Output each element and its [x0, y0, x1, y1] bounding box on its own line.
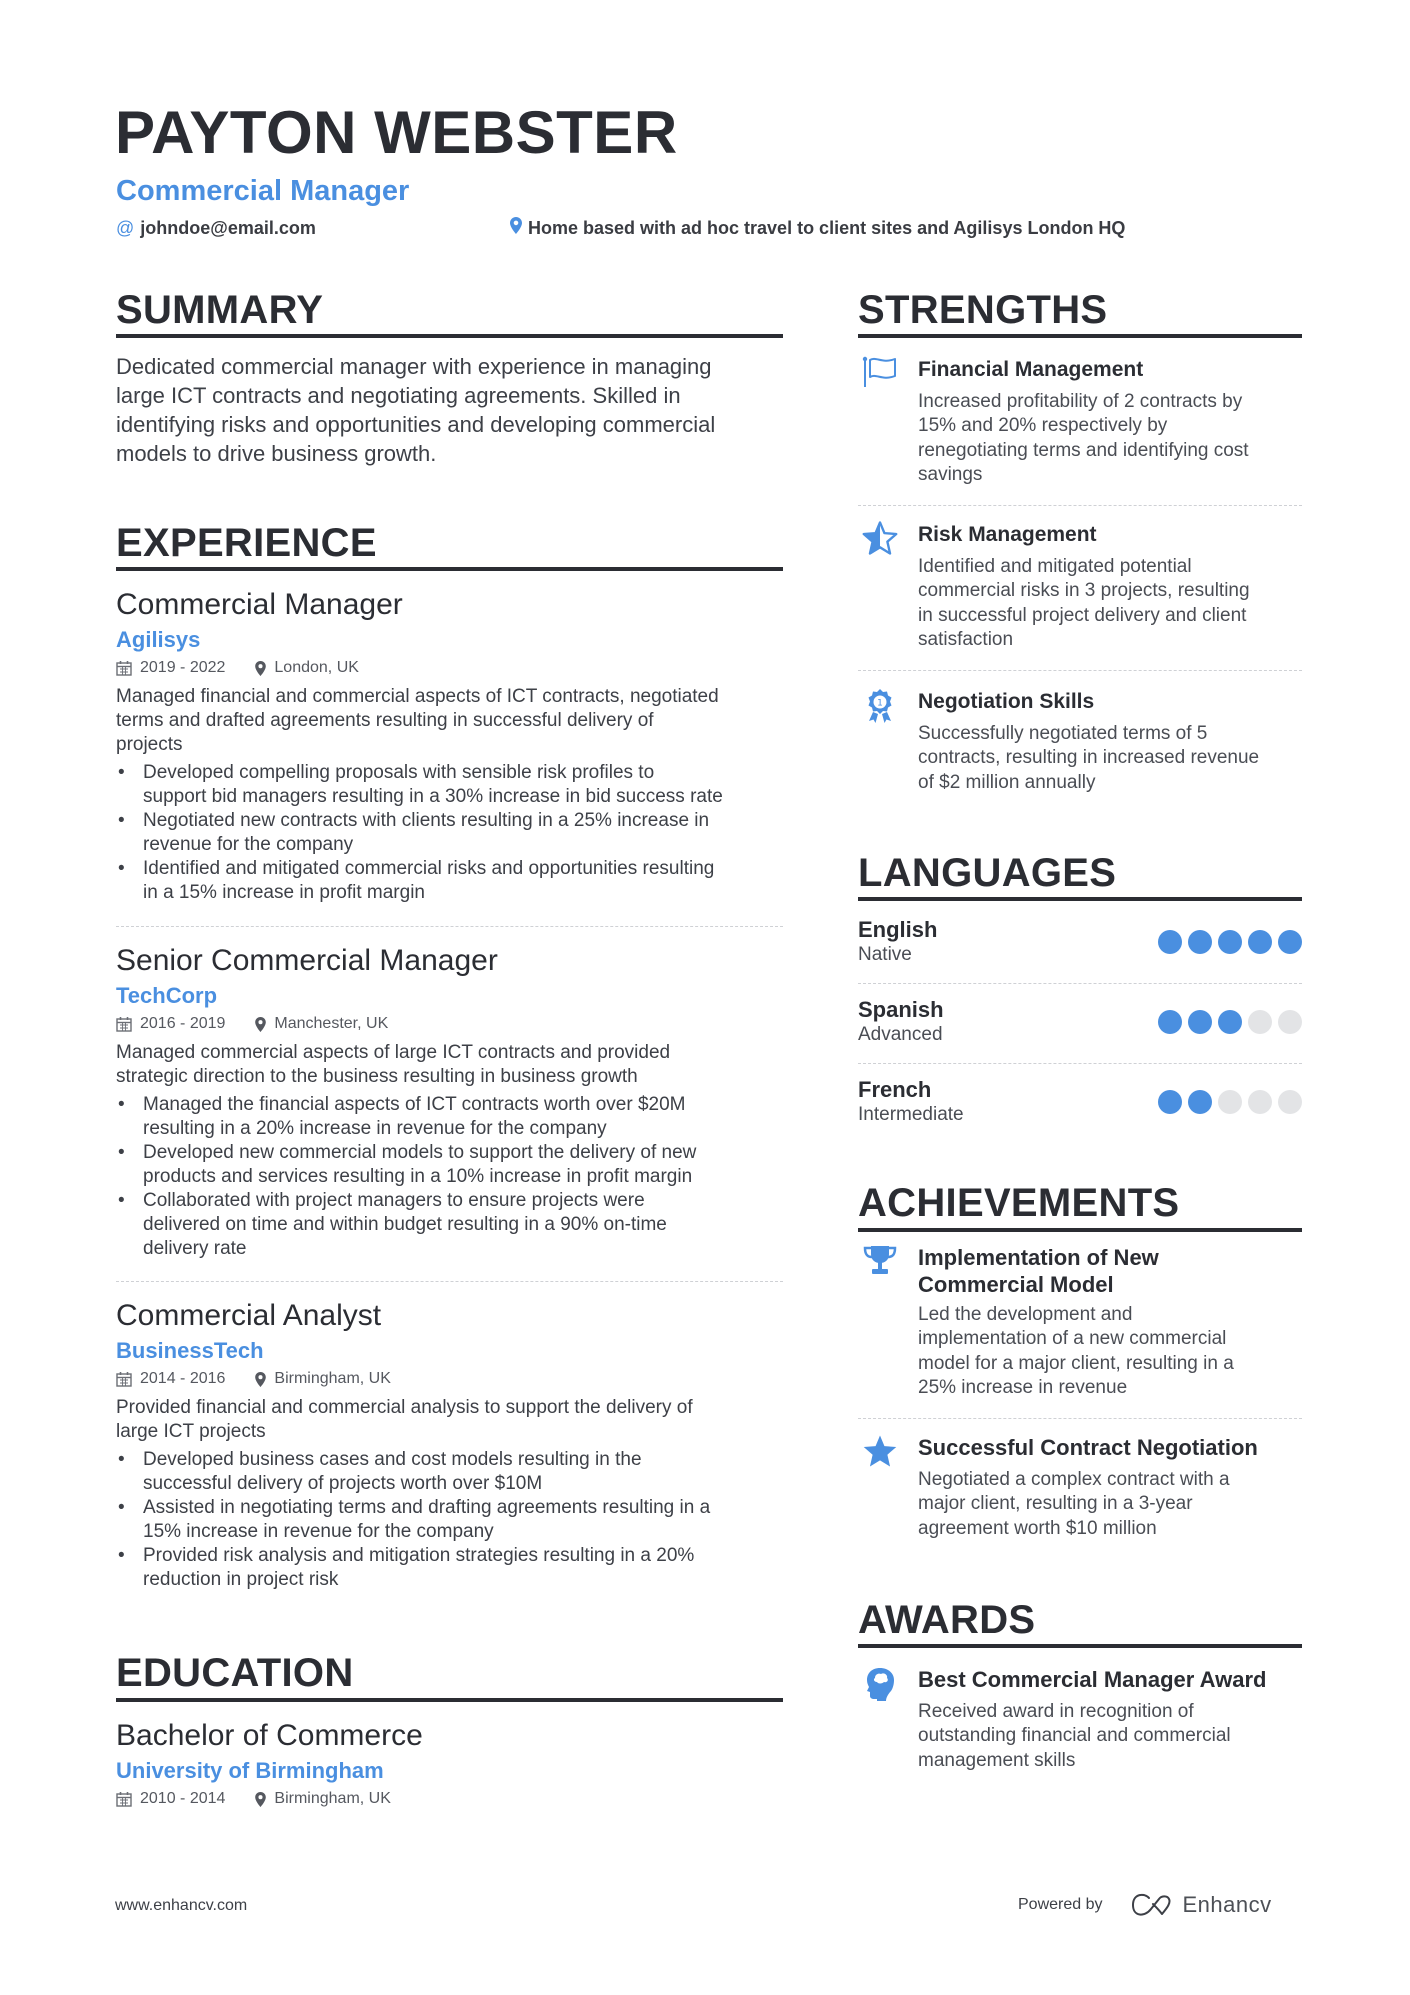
location-text: Home based with ad hoc travel to client sites and Agilisys London HQ [528, 218, 1126, 238]
at-icon: @ [116, 218, 135, 238]
bullet-line: delivery rate [143, 1238, 247, 1259]
achievement-description [918, 1303, 1302, 1401]
award-item [858, 1666, 1302, 1773]
strengths-heading: STRENGTHS [858, 288, 1108, 332]
desc-line: strategic direction to the business resulting in business growth [116, 1066, 638, 1087]
candidate-name: PAYTON WEBSTER [115, 99, 678, 166]
language-name: Spanish [858, 997, 944, 1022]
education-location: Birmingham, UK [274, 1790, 391, 1807]
job-title: Commercial Analyst [116, 1299, 382, 1332]
language-divider [858, 983, 1302, 984]
rating-dot-filled [1248, 930, 1272, 954]
desc-line: satisfaction [918, 629, 1014, 651]
awards-rule [858, 1644, 1302, 1648]
summary-line: large ICT contracts and negotiating agreements. Skilled in [116, 383, 681, 408]
rating-dot-empty [1278, 1010, 1302, 1034]
bullet-item [116, 1189, 783, 1261]
job-dates: 2019 - 2022 [140, 659, 226, 676]
calendar-icon [116, 1791, 132, 1807]
bullet-item [116, 1496, 783, 1544]
experience-rule [116, 567, 783, 571]
summary-line: Dedicated commercial manager with experience in managing [116, 354, 712, 379]
language-item [858, 917, 1302, 967]
desc-line: projects [116, 734, 183, 755]
website-link[interactable]: www.enhancv.com [115, 1897, 248, 1914]
contact-email[interactable] [116, 216, 316, 240]
language-divider [858, 1063, 1302, 1064]
education-heading: EDUCATION [116, 1651, 354, 1695]
desc-line: large ICT projects [116, 1421, 266, 1442]
strength-divider [858, 505, 1302, 506]
desc-line: terms and drafted agreements resulting in successful delivery of [116, 710, 654, 731]
desc-line: outstanding financial and commercial [918, 1725, 1231, 1747]
education-meta [116, 1788, 783, 1810]
achievement-title [918, 1244, 1302, 1298]
desc-line: 15% and 20% respectively by [918, 415, 1168, 437]
company-name[interactable]: Agilisys [116, 627, 201, 652]
bullet-line: 15% increase in revenue for the company [143, 1521, 494, 1542]
language-level: Native [858, 944, 912, 965]
strength-description [918, 555, 1302, 653]
bullet-line: • Developed compelling proposals with sensible risk profiles to [143, 762, 655, 783]
calendar-icon [116, 1371, 132, 1387]
award-title: Best Commercial Manager Award [918, 1667, 1267, 1692]
head-brain-icon [858, 1666, 902, 1710]
map-pin-icon [255, 1792, 266, 1807]
bullet-line: • Developed business cases and cost models resulting in the [143, 1449, 642, 1470]
strength-item [858, 688, 1302, 795]
star-icon [858, 1434, 902, 1478]
rating-dot-empty [1278, 1090, 1302, 1114]
strength-title: Financial Management [918, 358, 1144, 381]
desc-line: Increased profitability of 2 contracts by [918, 391, 1243, 412]
bullet-line: successful delivery of projects worth over $10M [143, 1473, 543, 1494]
degree-title: Bachelor of Commerce [116, 1719, 423, 1752]
bullet-line: • Negotiated new contracts with clients resulting in a 25% increase in [143, 810, 710, 831]
achievement-title [918, 1434, 1302, 1461]
bullet-line: products and services resulting in a 10% increase in profit margin [143, 1166, 693, 1187]
language-level: Advanced [858, 1024, 943, 1045]
desc-line: management skills [918, 1749, 1076, 1771]
desc-line: savings [918, 464, 983, 486]
job-description [116, 685, 783, 757]
rating-dot-filled [1218, 1010, 1242, 1034]
desc-line: commercial risks in 3 projects, resulting [918, 580, 1250, 602]
language-level: Intermediate [858, 1104, 964, 1125]
strength-description [918, 722, 1302, 795]
bullet-line: • Managed the financial aspects of ICT contracts worth over $20M [143, 1094, 686, 1115]
rating-dot-filled [1158, 1010, 1182, 1034]
job-entry [116, 1298, 783, 1592]
job-description [116, 1041, 783, 1089]
job-title: Senior Commercial Manager [116, 944, 498, 977]
job-bullets [116, 1093, 783, 1261]
desc-line: 25% increase in revenue [918, 1377, 1128, 1399]
bullet-line: revenue for the company [143, 834, 354, 855]
bullet-item [116, 1448, 783, 1496]
language-item [858, 997, 1302, 1047]
calendar-icon [116, 660, 132, 676]
award-description [918, 1700, 1302, 1773]
experience-heading: EXPERIENCE [116, 521, 377, 565]
rating-dot-filled [1188, 1090, 1212, 1114]
title-line: Successful Contract Negotiation [918, 1435, 1258, 1460]
job-bullets [116, 761, 783, 905]
strength-title: Negotiation Skills [918, 690, 1095, 713]
language-name: English [858, 917, 938, 942]
job-divider [116, 926, 783, 927]
desc-line: renegotiating terms and identifying cost [918, 439, 1249, 461]
rating-dot-empty [1248, 1090, 1272, 1114]
school-name[interactable]: University of Birmingham [116, 1758, 384, 1783]
powered-by-label: Powered by [1018, 1896, 1103, 1913]
desc-line: model for a major client, resulting in a [918, 1352, 1234, 1374]
language-rating [1158, 930, 1302, 954]
summary-heading: SUMMARY [116, 288, 324, 332]
strength-title: Risk Management [918, 523, 1097, 546]
title-line: Implementation of New [918, 1245, 1159, 1270]
job-dates: 2016 - 2019 [140, 1015, 226, 1032]
job-description [116, 1396, 783, 1444]
summary-line: identifying risks and opportunities and developing commercial [116, 412, 716, 437]
bullet-line: • Identified and mitigated commercial risks and opportunities resulting [143, 858, 715, 879]
education-entry [116, 1718, 783, 1810]
education-rule [116, 1698, 783, 1702]
desc-line: of $2 million annually [918, 771, 1096, 793]
job-meta [116, 1368, 783, 1390]
bullet-line: support bid managers resulting in a 30% increase in bid success rate [143, 786, 723, 807]
desc-line: agreement worth $10 million [918, 1517, 1157, 1539]
bullet-line: resulting in a 20% increase in revenue for the company [143, 1118, 607, 1139]
map-pin-icon [255, 1372, 266, 1387]
job-divider [116, 1281, 783, 1282]
job-location: Manchester, UK [274, 1015, 389, 1032]
bullet-item [116, 1544, 783, 1592]
desc-line: Identified and mitigated potential [918, 556, 1192, 577]
bullet-item [116, 809, 783, 857]
map-pin-icon [510, 216, 522, 240]
rating-dot-filled [1188, 930, 1212, 954]
rating-dot-empty [1248, 1010, 1272, 1034]
achievements-rule [858, 1228, 1302, 1232]
desc-line: implementation of a new commercial [918, 1328, 1227, 1350]
rating-dot-empty [1218, 1090, 1242, 1114]
desc-line: Provided financial and commercial analysis to support the delivery of [116, 1397, 693, 1418]
desc-line: Successfully negotiated terms of 5 [918, 723, 1208, 744]
achievements-heading: ACHIEVEMENTS [858, 1181, 1180, 1225]
company-name[interactable]: BusinessTech [116, 1338, 264, 1363]
strength-description [918, 390, 1302, 488]
rating-dot-filled [1158, 930, 1182, 954]
job-entry [116, 587, 783, 905]
bullet-line: • Provided risk analysis and mitigation strategies resulting in a 20% [143, 1545, 695, 1566]
brand-name: Enhancv [1182, 1892, 1272, 1917]
svg-text:1: 1 [877, 698, 883, 709]
achievement-description [918, 1468, 1302, 1541]
email-text: johndoe@email.com [140, 218, 316, 238]
calendar-icon [116, 1016, 132, 1032]
strengths-rule [858, 334, 1302, 338]
desc-line: Managed commercial aspects of large ICT contracts and provided [116, 1042, 671, 1063]
rating-dot-filled [1188, 1010, 1212, 1034]
languages-heading: LANGUAGES [858, 851, 1117, 895]
bullet-line: in a 15% increase in profit margin [143, 882, 425, 903]
rating-dot-filled [1158, 1090, 1182, 1114]
bullet-item [116, 1141, 783, 1189]
desc-line: Received award in recognition of [918, 1701, 1194, 1722]
strength-divider [858, 670, 1302, 671]
summary-rule [116, 334, 783, 338]
desc-line: in successful project delivery and client [918, 604, 1247, 626]
desc-line: Led the development and [918, 1304, 1133, 1325]
flag-icon [858, 356, 902, 400]
bullet-line: delivered on time and within budget resulting in a 90% on-time [143, 1214, 667, 1235]
rating-dot-filled [1218, 930, 1242, 954]
candidate-role: Commercial Manager [116, 175, 410, 207]
achievement-item [858, 1434, 1302, 1541]
desc-line: major client, resulting in a 3-year [918, 1493, 1193, 1515]
language-rating [1158, 1090, 1302, 1114]
summary-line: models to drive business growth. [116, 441, 437, 466]
bullet-item [116, 857, 783, 905]
bullet-line: • Assisted in negotiating terms and drafting agreements resulting in a [143, 1497, 711, 1518]
enhancv-logo-icon [1129, 1892, 1175, 1918]
strength-item [858, 521, 1302, 653]
job-location: London, UK [274, 659, 359, 676]
desc-line: contracts, resulting in increased revenue [918, 747, 1260, 769]
bullet-item [116, 761, 783, 809]
powered-by[interactable] [1018, 1892, 1272, 1918]
medal-icon [858, 688, 902, 732]
map-pin-icon [255, 1017, 266, 1032]
job-entry [116, 943, 783, 1261]
map-pin-icon [255, 661, 266, 676]
language-item [858, 1077, 1302, 1127]
language-name: French [858, 1077, 932, 1102]
bullet-line: reduction in project risk [143, 1569, 339, 1590]
achievement-item [858, 1244, 1302, 1401]
job-meta [116, 657, 783, 679]
desc-line: Negotiated a complex contract with a [918, 1469, 1230, 1490]
job-bullets [116, 1448, 783, 1592]
half-star-icon [858, 521, 902, 565]
rating-dot-filled [1278, 930, 1302, 954]
strength-item [858, 356, 1302, 488]
bullet-line: • Developed new commercial models to support the delivery of new [143, 1142, 697, 1163]
job-location: Birmingham, UK [274, 1370, 391, 1387]
job-title: Commercial Manager [116, 588, 403, 621]
bullet-line: • Collaborated with project managers to ensure projects were [143, 1190, 645, 1211]
languages-rule [858, 897, 1302, 901]
bullet-item [116, 1093, 783, 1141]
job-meta [116, 1013, 783, 1035]
language-rating [1158, 1010, 1302, 1034]
trophy-icon [858, 1244, 902, 1288]
education-dates: 2010 - 2014 [140, 1790, 226, 1807]
job-dates: 2014 - 2016 [140, 1370, 226, 1387]
title-line: Commercial Model [918, 1272, 1114, 1297]
summary-text [116, 352, 783, 468]
achievement-divider [858, 1418, 1302, 1419]
contact-location [510, 216, 1125, 240]
company-name[interactable]: TechCorp [116, 983, 218, 1008]
awards-heading: AWARDS [858, 1598, 1036, 1642]
desc-line: Managed financial and commercial aspects of ICT contracts, negotiated [116, 686, 719, 707]
